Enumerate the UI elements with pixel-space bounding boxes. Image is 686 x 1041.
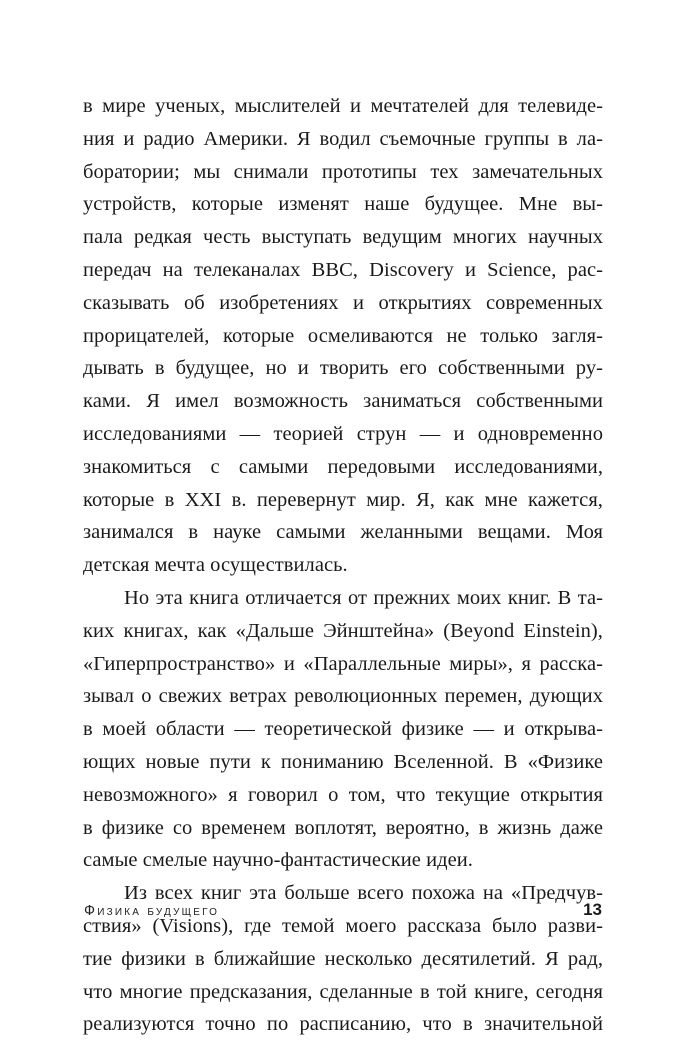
paragraph-end-line: детская мечта осуществилась. [83, 554, 348, 577]
body-text [83, 90, 603, 1041]
text-line: дывать в будущее, но и творить его собственными ру- [83, 357, 603, 380]
text-line: боратории; мы снимали прототипы тех замечательных [83, 160, 603, 183]
page-number: 13 [583, 900, 602, 919]
paragraph-end-line: самые смелые научно-фантастические идеи. [83, 849, 473, 872]
paragraph-first-line: Из всех книг эта больше всего похожа на «Предчув- [124, 882, 603, 905]
text-line: зывал о свежих ветрах революционных перемен, дующих [83, 685, 603, 708]
text-line: которые в XXI в. перевернут мир. Я, как мне кажется, [83, 488, 603, 511]
text-line: в моей области — теоретической физике — и открыва- [83, 718, 603, 741]
text-line: сказывать об изобретениях и открытиях современных [83, 291, 603, 314]
text-line: «Гиперпространство» и «Параллельные миры», я расска- [83, 652, 603, 675]
text-line: прорицателей, которые осмеливаются не только загля- [83, 324, 603, 347]
text-line: устройств, которые изменят наше будущее. Мне вы- [83, 193, 603, 216]
text-line: в физике со временем воплотят, вероятно, в жизнь даже [83, 816, 603, 839]
text-line: ющих новые пути к пониманию Вселенной. В «Физике [83, 750, 603, 773]
running-title: Физика будущего [84, 903, 220, 919]
text-line: тие физики в ближайшие несколько десятилетий. Я рад, [83, 947, 603, 970]
text-line: исследованиями — теорией струн — и одновременно [83, 422, 603, 445]
text-line: знакомиться с самыми передовыми исследованиями, [83, 455, 603, 478]
text-line: передач на телеканалах BBC, Discovery и Science, рас- [83, 258, 603, 281]
text-line: невозможного» я говорил о том, что текущие открытия [83, 783, 603, 806]
text-line: что многие предсказания, сделанные в той книге, сегодня [83, 980, 603, 1003]
text-line: реализуются точно по расписанию, что в значительной [83, 1013, 603, 1036]
text-line: в мире ученых, мыслителей и мечтателей для телевиде- [83, 95, 603, 117]
text-line: занимался в науке самыми желанными вещами. Моя [83, 521, 603, 544]
text-line: ками. Я имел возможность заниматься собственными [83, 390, 603, 413]
text-line: ствия» (Visions), где темой моего рассказа было разви- [83, 914, 603, 937]
paragraph-first-line: Но эта книга отличается от прежних моих книг. В та- [124, 586, 603, 609]
text-line: ния и радио Америки. Я водил съемочные группы в ла- [83, 127, 603, 150]
text-line: ких книгах, как «Дальше Эйнштейна» (Beyond Einstein), [83, 619, 603, 642]
text-line: пала редкая честь выступать ведущим многих научных [83, 226, 603, 249]
